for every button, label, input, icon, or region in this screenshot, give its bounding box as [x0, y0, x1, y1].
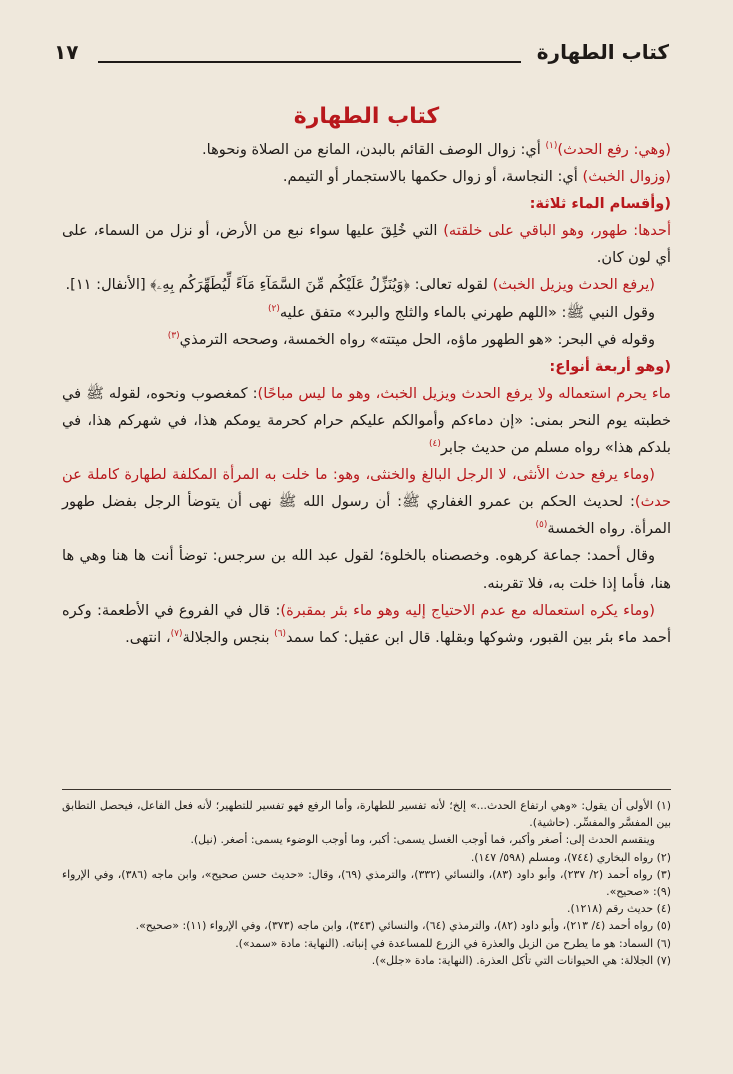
paragraph	[62, 299, 671, 326]
footnote-separator	[62, 789, 671, 790]
footnote: (٥) رواه أحمد (٤/ ٢١٣)، وأبو داود (٨٢)، والترمذي (٦٤)، والنسائي (٣٤٣)، وابن ماجه (٣٧٣)، وفي الإرواء (١١): «صحيح».	[135, 919, 671, 933]
footnotes	[62, 797, 671, 969]
paragraph: وقال أحمد: جماعة كرهوه. وخصصناه بالخلوة؛ لقول عبد الله بن سرجس: توضأ أنت ها هنا وهي ها هنا، فأما إذا خلت به، فلا تقربنه.	[62, 547, 671, 592]
running-title: كتاب الطهارة	[536, 40, 669, 64]
matn-text: ماء يحرم استعماله ولا يرفع الحدث ويزيل الخبث، وهو ما ليس مباحًا)	[257, 384, 671, 402]
paragraph	[62, 271, 671, 298]
sharh-text: ، انتهى.	[125, 628, 171, 646]
paragraph	[62, 136, 671, 163]
footnote: (٧) الجلالة: هي الحيوانات التي تأكل العذرة. (النهاية: مادة «جلل»).	[371, 953, 671, 967]
sharh-text: أي: النجاسة، أو زوال حكمها بالاستجمار أو التيمم.	[282, 168, 583, 186]
footnote-ref: (٢)	[267, 303, 280, 314]
footnote: (٢) رواه البخاري (٧٤٤)، ومسلم (٥٩٨/ ١٤٧).	[470, 850, 671, 864]
footnote: وينقسم الحدث إلى: أصغر وأكبر، فما أوجب الغسل يسمى: أكبر، وما أوجب الوضوء يسمى: أصغر. (نيل).	[190, 833, 655, 847]
footnote: (٣) رواه أحمد (٢/ ٢٣٧)، وأبو داود (٨٣)، والنسائي (٣٣٢)، والترمذي (٦٩)، وقال: «حديث حسن صحيح»، وابن ماجه (٣٨٦)، وفي الإرواء (٩): «صحيح».	[62, 867, 672, 899]
sharh-text: التي خُلِقَ عليها سواء نبع من الأرض، أو نزل من السماء، على أي لون كان.	[62, 222, 671, 267]
footnote-ref: (٦)	[274, 628, 287, 639]
paragraph	[62, 326, 671, 353]
sharh-text: وقول النبي ﷺ: «اللهم طهرني بالماء والثلج والبرد» متفق عليه	[279, 303, 655, 321]
section-heading: (وأقسام الماء ثلاثة:	[529, 195, 671, 213]
footnote: (٦) السماد: هو ما يطرح من الزبل والعذرة في الزرع للمساعدة في إنباته. (النهاية: مادة «سمد»).	[235, 936, 671, 950]
header-rule	[98, 61, 521, 63]
footnote-ref: (٤)	[428, 439, 441, 450]
footnote: (٤) حديث رقم (١٢١٨).	[566, 902, 671, 916]
paragraph	[62, 217, 671, 271]
sharh-text: : قال في الفروع في الأطعمة: وكره أحمد ماء بئر بين القبور، وشوكها وبقلها. قال ابن عقيل: كما سمد	[62, 601, 671, 646]
matn-text: (وماء يرفع حدث الأنثى، لا الرجل البالغ والخنثى، وهو: ما خلت به المرأة المكلفة لطهارة كاملة عن حدث)	[62, 466, 671, 511]
footnote-ref: (٣)	[167, 330, 180, 341]
paragraph	[62, 461, 671, 542]
paragraph	[62, 380, 671, 461]
matn-text: (وزوال الخبث)	[582, 168, 671, 186]
matn-text: (وماء يكره استعماله مع عدم الاحتياج إليه وهو ماء بئر بمقبرة)	[280, 601, 655, 619]
matn-text: أحدها: طهور، وهو الباقي على خلقته)	[443, 222, 671, 240]
sharh-text: أي: زوال الوصف القائم بالبدن، المانع من الصلاة ونحوها.	[202, 141, 546, 158]
section-heading: (وهو أربعة أنواع:	[549, 357, 671, 375]
sharh-text: لقوله تعالى: ﴿وَيُنَزِّلُ عَلَيْكُم مِّنَ السَّمَآءِ مَآءً لِّيُطَهِّرَكُم بِهِۦ﴾ [الأنفال: ١١].	[65, 276, 493, 294]
paragraph	[62, 597, 671, 651]
footnote-ref: (٧)	[170, 628, 183, 639]
matn-text: (وهي: رفع الحدث)	[557, 141, 671, 158]
sharh-text: بنجس والجلالة	[182, 628, 275, 646]
sharh-text: وقوله في البحر: «هو الطهور ماؤه، الحل ميتته» رواه الخمسة، وصححه الترمذي	[179, 330, 655, 348]
footnote: (١) الأولى أن يقول: «وهي ارتفاع الحدث...» إلخ؛ لأنه تفسير للطهارة، وأما الرفع فهو تفسير للتطهير؛ لأنه فعل الفاعل، فيحصل التطابق بين المفسَّر والمفسِّر. (حاشية).	[62, 799, 671, 830]
paragraph	[62, 163, 671, 190]
page-number: ١٧	[54, 40, 79, 64]
footnote-ref: (١)	[545, 141, 558, 152]
running-header	[54, 40, 669, 74]
sharh-text: : لحديث الحكم بن عمرو الغفاري ﷺ: أن رسول الله ﷺ نهى أن يتوضأ الرجل بفضل طهور المرأة. رواه الخمسة	[62, 493, 671, 538]
main-text	[62, 136, 671, 651]
chapter-title: كتاب الطهارة	[293, 104, 440, 129]
sharh-text: : كمغصوب ونحوه، لقوله ﷺ في خطبته يوم النحر بمنى: «إن دماءكم وأموالكم عليكم حرام كحرمة يومكم هذا، في شهركم هذا، في بلدكم هذا» رواه مسلم من حديث جابر	[62, 384, 671, 457]
matn-text: (يرفع الحدث ويزيل الخبث)	[492, 276, 655, 294]
footnote-ref: (٥)	[535, 520, 548, 531]
